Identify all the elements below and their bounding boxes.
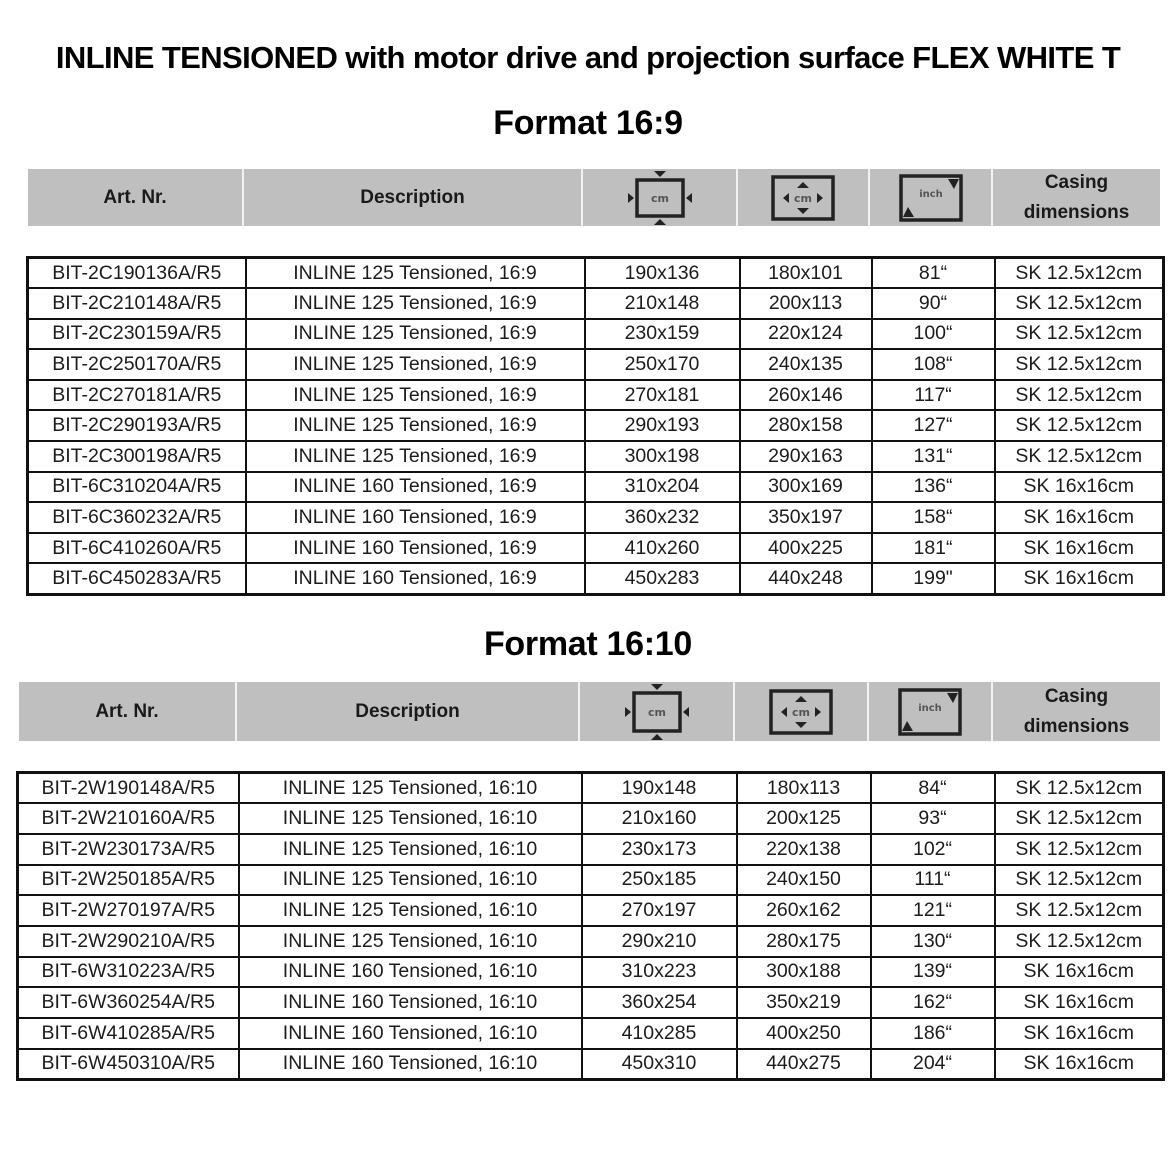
cell-art-nr: BIT-2C290193A/R5 (28, 410, 246, 441)
table-row (28, 410, 1164, 441)
table-row (18, 895, 1164, 926)
cell-art-nr: BIT-6W450310A/R5 (18, 1049, 239, 1080)
header-casing-dimensions (993, 682, 1160, 741)
cell-description: INLINE 125 Tensioned, 16:10 (239, 773, 582, 804)
cell-image-cm: 240x135 (740, 349, 872, 380)
cell-description: INLINE 160 Tensioned, 16:9 (246, 533, 585, 564)
svg-text:cm: cm (792, 705, 810, 719)
cell-diagonal-inch: 84“ (871, 773, 995, 804)
cell-art-nr: BIT-2W250185A/R5 (18, 865, 239, 896)
header-outer-size (583, 169, 738, 226)
table-row (28, 258, 1164, 289)
cell-image-cm: 260x162 (737, 895, 871, 926)
cell-diagonal-inch: 158“ (872, 502, 995, 533)
cell-casing: SK 12.5x12cm (995, 288, 1164, 319)
cell-casing: SK 12.5x12cm (995, 349, 1164, 380)
cell-image-cm: 280x175 (737, 926, 871, 957)
cell-description: INLINE 160 Tensioned, 16:10 (239, 957, 582, 988)
header-diagonal (869, 682, 993, 741)
outer-dimensions-icon (617, 683, 697, 741)
header-casing-dimensions (993, 169, 1160, 226)
table-row (18, 803, 1164, 834)
cell-casing: SK 16x16cm (995, 987, 1164, 1018)
cell-outer-cm: 230x173 (582, 834, 737, 865)
table-row (18, 1018, 1164, 1049)
cell-description: INLINE 160 Tensioned, 16:9 (246, 563, 585, 594)
cell-description: INLINE 125 Tensioned, 16:10 (239, 803, 582, 834)
cell-image-cm: 200x125 (737, 803, 871, 834)
cell-outer-cm: 270x197 (582, 895, 737, 926)
cell-casing: SK 12.5x12cm (995, 258, 1164, 289)
cell-outer-cm: 450x310 (582, 1049, 737, 1080)
cell-art-nr: BIT-2W270197A/R5 (18, 895, 239, 926)
cell-outer-cm: 360x232 (585, 502, 740, 533)
cell-casing: SK 12.5x12cm (995, 926, 1164, 957)
cell-casing: SK 12.5x12cm (995, 773, 1164, 804)
cell-description: INLINE 125 Tensioned, 16:10 (239, 834, 582, 865)
cell-casing: SK 12.5x12cm (995, 865, 1164, 896)
cell-diagonal-inch: 127“ (872, 410, 995, 441)
header-art-nr: Art. Nr. (28, 169, 244, 226)
svg-text:inch: inch (918, 702, 942, 714)
table-body-16-9 (26, 256, 1165, 596)
cell-description: INLINE 125 Tensioned, 16:9 (246, 288, 585, 319)
header-casing-line2: dimensions (1023, 715, 1130, 737)
cell-casing: SK 16x16cm (995, 1018, 1164, 1049)
cell-diagonal-inch: 199" (872, 563, 995, 594)
cell-outer-cm: 270x181 (585, 380, 740, 411)
cell-casing: SK 12.5x12cm (995, 410, 1164, 441)
cell-art-nr: BIT-2W210160A/R5 (18, 803, 239, 834)
cell-diagonal-inch: 100“ (872, 319, 995, 350)
image-dimensions-icon (770, 173, 836, 223)
cell-diagonal-inch: 162“ (871, 987, 995, 1018)
cell-outer-cm: 310x223 (582, 957, 737, 988)
cell-image-cm: 350x219 (737, 987, 871, 1018)
cell-outer-cm: 250x170 (585, 349, 740, 380)
cell-diagonal-inch: 81“ (872, 258, 995, 289)
cell-outer-cm: 210x160 (582, 803, 737, 834)
header-image-size (738, 169, 870, 226)
cell-description: INLINE 125 Tensioned, 16:9 (246, 319, 585, 350)
cell-casing: SK 12.5x12cm (995, 441, 1164, 472)
cell-casing: SK 12.5x12cm (995, 895, 1164, 926)
cell-description: INLINE 125 Tensioned, 16:9 (246, 410, 585, 441)
cell-description: INLINE 160 Tensioned, 16:9 (246, 472, 585, 503)
cell-art-nr: BIT-6W360254A/R5 (18, 987, 239, 1018)
cell-art-nr: BIT-6C360232A/R5 (28, 502, 246, 533)
cell-diagonal-inch: 186“ (871, 1018, 995, 1049)
cell-image-cm: 300x188 (737, 957, 871, 988)
cell-casing: SK 16x16cm (995, 502, 1164, 533)
header-diagonal (870, 169, 993, 226)
cell-description: INLINE 125 Tensioned, 16:9 (246, 258, 585, 289)
cell-description: INLINE 160 Tensioned, 16:10 (239, 1018, 582, 1049)
cell-diagonal-inch: 102“ (871, 834, 995, 865)
cell-art-nr: BIT-2W230173A/R5 (18, 834, 239, 865)
cell-diagonal-inch: 93“ (871, 803, 995, 834)
cell-image-cm: 220x138 (737, 834, 871, 865)
cell-image-cm: 350x197 (740, 502, 872, 533)
table-row (28, 380, 1164, 411)
header-casing-line1: Casing (1044, 171, 1109, 193)
cell-outer-cm: 190x136 (585, 258, 740, 289)
table-row (18, 1049, 1164, 1080)
cell-description: INLINE 125 Tensioned, 16:10 (239, 865, 582, 896)
svg-text:inch: inch (918, 188, 943, 200)
format-title-16-10: Format 16:10 (483, 625, 693, 663)
table-row (18, 773, 1164, 804)
cell-diagonal-inch: 139“ (871, 957, 995, 988)
header-description: Description (244, 169, 583, 226)
cell-diagonal-inch: 204“ (871, 1049, 995, 1080)
cell-casing: SK 16x16cm (995, 472, 1164, 503)
cell-description: INLINE 125 Tensioned, 16:10 (239, 926, 582, 957)
cell-image-cm: 440x275 (737, 1049, 871, 1080)
table-row (18, 865, 1164, 896)
cell-art-nr: BIT-6W310223A/R5 (18, 957, 239, 988)
cell-art-nr: BIT-2C300198A/R5 (28, 441, 246, 472)
cell-image-cm: 300x169 (740, 472, 872, 503)
cell-outer-cm: 210x148 (585, 288, 740, 319)
cell-image-cm: 200x113 (740, 288, 872, 319)
outer-dimensions-icon (620, 170, 700, 226)
cell-description: INLINE 125 Tensioned, 16:10 (239, 895, 582, 926)
cell-art-nr: BIT-6C450283A/R5 (28, 563, 246, 594)
table-row (18, 834, 1164, 865)
cell-art-nr: BIT-2C210148A/R5 (28, 288, 246, 319)
cell-art-nr: BIT-2W290210A/R5 (18, 926, 239, 957)
cell-outer-cm: 250x185 (582, 865, 737, 896)
table-header-16-9 (28, 169, 1160, 226)
cell-art-nr: BIT-2C190136A/R5 (28, 258, 246, 289)
cell-casing: SK 16x16cm (995, 533, 1164, 564)
cell-outer-cm: 190x148 (582, 773, 737, 804)
cell-diagonal-inch: 111“ (871, 865, 995, 896)
cell-diagonal-inch: 136“ (872, 472, 995, 503)
table-row (28, 349, 1164, 380)
cell-outer-cm: 410x285 (582, 1018, 737, 1049)
cell-art-nr: BIT-2W190148A/R5 (18, 773, 239, 804)
cell-diagonal-inch: 90“ (872, 288, 995, 319)
cell-description: INLINE 125 Tensioned, 16:9 (246, 441, 585, 472)
cell-outer-cm: 290x210 (582, 926, 737, 957)
table-row (28, 441, 1164, 472)
cell-description: INLINE 160 Tensioned, 16:10 (239, 987, 582, 1018)
table-row (28, 502, 1164, 533)
diagonal-inch-icon (898, 173, 964, 223)
cell-art-nr: BIT-6W410285A/R5 (18, 1018, 239, 1049)
table-row (18, 987, 1164, 1018)
table-row (28, 288, 1164, 319)
cell-image-cm: 220x124 (740, 319, 872, 350)
cell-description: INLINE 160 Tensioned, 16:9 (246, 502, 585, 533)
header-image-size (735, 682, 869, 741)
cell-art-nr: BIT-2C270181A/R5 (28, 380, 246, 411)
cell-outer-cm: 410x260 (585, 533, 740, 564)
cell-casing: SK 12.5x12cm (995, 380, 1164, 411)
cell-image-cm: 290x163 (740, 441, 872, 472)
header-casing-line1: Casing (1044, 685, 1109, 707)
header-description: Description (237, 682, 580, 741)
cell-outer-cm: 290x193 (585, 410, 740, 441)
cell-outer-cm: 300x198 (585, 441, 740, 472)
cell-art-nr: BIT-6C410260A/R5 (28, 533, 246, 564)
diagonal-inch-icon (897, 687, 963, 737)
table-body-16-10 (16, 771, 1165, 1081)
cell-casing: SK 12.5x12cm (995, 319, 1164, 350)
image-dimensions-icon (768, 687, 834, 737)
cell-description: INLINE 125 Tensioned, 16:9 (246, 380, 585, 411)
cell-image-cm: 440x248 (740, 563, 872, 594)
table-row (28, 563, 1164, 594)
header-casing-line2: dimensions (1023, 201, 1130, 223)
cell-diagonal-inch: 131“ (872, 441, 995, 472)
table-row (28, 319, 1164, 350)
cell-art-nr: BIT-2C230159A/R5 (28, 319, 246, 350)
cell-casing: SK 16x16cm (995, 1049, 1164, 1080)
cell-outer-cm: 310x204 (585, 472, 740, 503)
cell-description: INLINE 125 Tensioned, 16:9 (246, 349, 585, 380)
cell-image-cm: 240x150 (737, 865, 871, 896)
cell-diagonal-inch: 121“ (871, 895, 995, 926)
cell-casing: SK 16x16cm (995, 957, 1164, 988)
cell-art-nr: BIT-2C250170A/R5 (28, 349, 246, 380)
cell-image-cm: 260x146 (740, 380, 872, 411)
table-header-16-10 (19, 682, 1160, 741)
cell-diagonal-inch: 108“ (872, 349, 995, 380)
cell-art-nr: BIT-6C310204A/R5 (28, 472, 246, 503)
cell-description: INLINE 160 Tensioned, 16:10 (239, 1049, 582, 1080)
cell-casing: SK 16x16cm (995, 563, 1164, 594)
table-row (18, 957, 1164, 988)
cell-diagonal-inch: 117“ (872, 380, 995, 411)
cell-casing: SK 12.5x12cm (995, 834, 1164, 865)
header-outer-size (580, 682, 735, 741)
cell-image-cm: 180x101 (740, 258, 872, 289)
cell-image-cm: 180x113 (737, 773, 871, 804)
header-art-nr: Art. Nr. (19, 682, 237, 741)
cell-diagonal-inch: 130“ (871, 926, 995, 957)
table-row (18, 926, 1164, 957)
cell-outer-cm: 450x283 (585, 563, 740, 594)
cell-outer-cm: 230x159 (585, 319, 740, 350)
cell-image-cm: 400x250 (737, 1018, 871, 1049)
cell-diagonal-inch: 181“ (872, 533, 995, 564)
svg-text:cm: cm (647, 705, 666, 719)
cell-image-cm: 400x225 (740, 533, 872, 564)
cell-image-cm: 280x158 (740, 410, 872, 441)
svg-text:cm: cm (650, 191, 669, 205)
document-title: INLINE TENSIONED with motor drive and projection surface FLEX WHITE T (55, 40, 1121, 75)
table-row (28, 472, 1164, 503)
svg-text:cm: cm (794, 191, 812, 205)
cell-casing: SK 12.5x12cm (995, 803, 1164, 834)
table-row (28, 533, 1164, 564)
format-title-16-9: Format 16:9 (493, 104, 683, 142)
cell-outer-cm: 360x254 (582, 987, 737, 1018)
